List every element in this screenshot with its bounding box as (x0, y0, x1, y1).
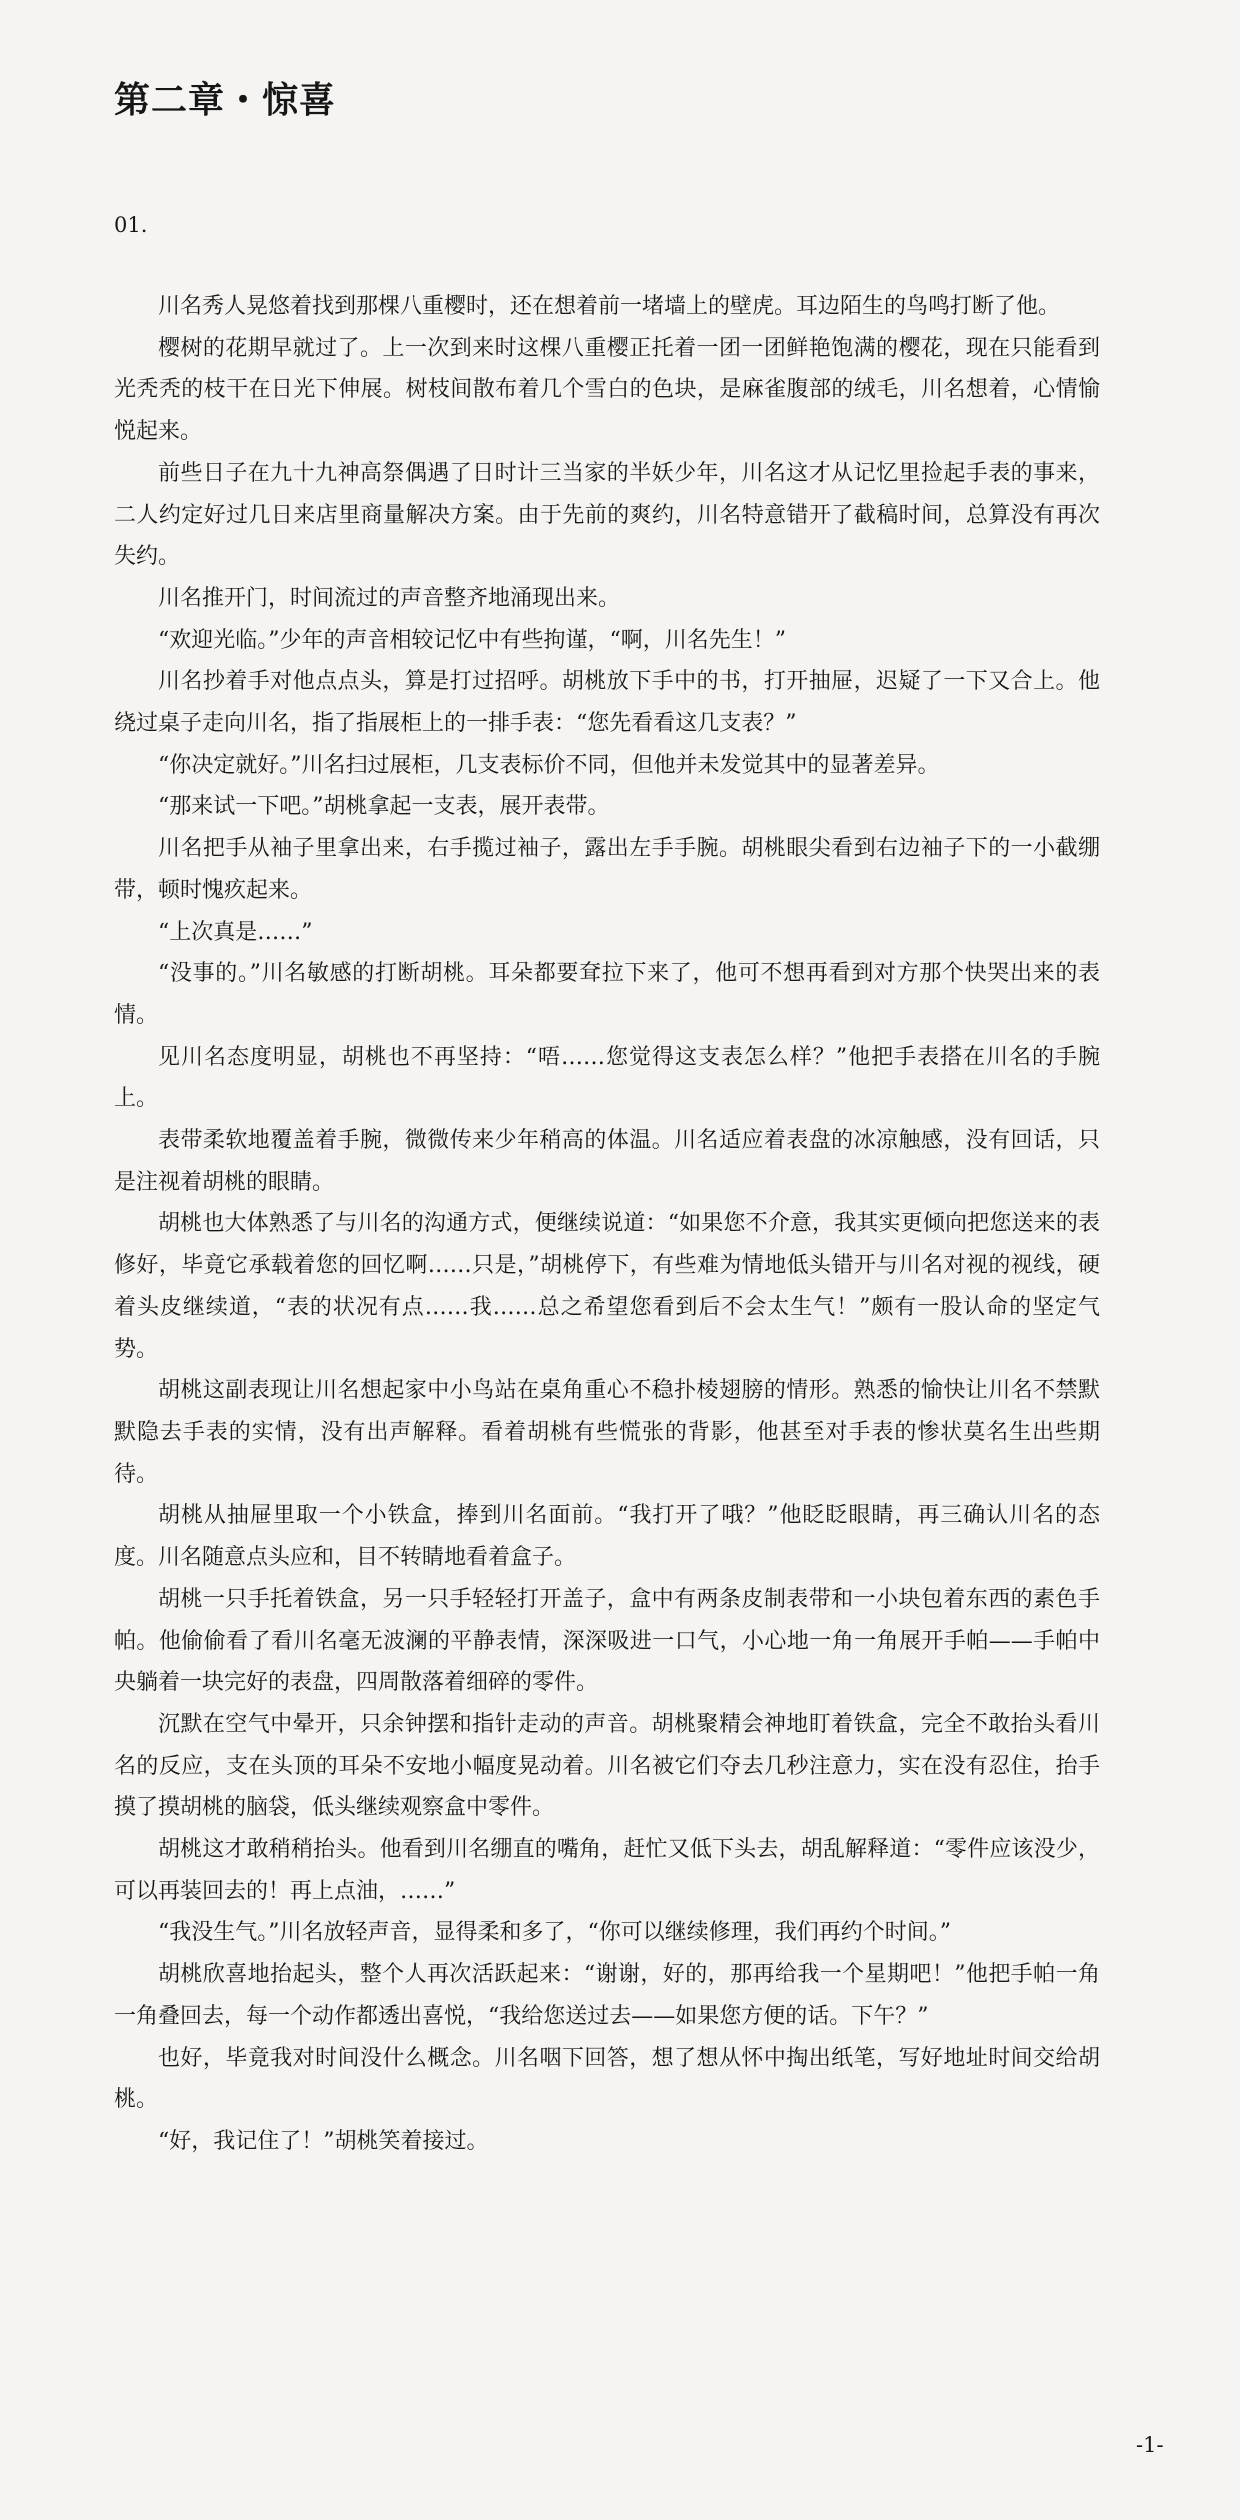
paragraph: “欢迎光临。”少年的声音相较记忆中有些拘谨，“啊，川名先生！” (158, 627, 786, 653)
paragraph: 胡桃这才敢稍稍抬头。他看到川名绷直的嘴角，赶忙又低下头去，胡乱解释道：“零件应该没少，可以再装回去的！再上点油，……” (114, 1837, 1100, 1904)
paragraph: 沉默在空气中晕开，只余钟摆和指针走动的声音。胡桃聚精会神地盯着铁盒，完全不敢抬头看川名的反应，支在头顶的耳朵不安地小幅度晃动着。川名被它们夺去几秒注意力，实在没有忍住，抬手摸了摸胡桃的脑袋，低头继续观察盒中零件。 (114, 1711, 1100, 1821)
paragraph: 胡桃欣喜地抬起头，整个人再次活跃起来：“谢谢，好的，那再给我一个星期吧！”他把手帕一角一角叠回去，每一个动作都透出喜悦，“我给您送过去——如果您方便的话。下午？” (114, 1962, 1100, 2029)
paragraph: “你决定就好。”川名扫过展柜，几支表标价不同，但他并未发觉其中的显著差异。 (158, 752, 940, 778)
paragraph: “没事的。”川名敏感的打断胡桃。耳朵都要耷拉下来了，他可不想再看到对方那个快哭出来的表情。 (114, 961, 1100, 1028)
paragraph: 也好，毕竟我对时间没什么概念。川名咽下回答，想了想从怀中掏出纸笔，写好地址时间交给胡桃。 (114, 2045, 1100, 2113)
paragraph: 表带柔软地覆盖着手腕，微微传来少年稍高的体温。川名适应着表盘的冰凉触感，没有回话，只是注视着胡桃的眼睛。 (114, 1128, 1100, 1195)
page-number: -1- (1136, 2433, 1164, 2457)
paragraph: 见川名态度明显，胡桃也不再坚持：“唔……您觉得这支表怎么样？”他把手表搭在川名的手腕上。 (114, 1044, 1100, 1112)
paragraph: 川名把手从袖子里拿出来，右手揽过袖子，露出左手手腕。胡桃眼尖看到右边袖子下的一小截绷带，顿时愧疚起来。 (114, 836, 1100, 903)
paragraph: 樱树的花期早就过了。上一次到来时这棵八重樱正托着一团一团鲜艳饱满的樱花，现在只能看到光秃秃的枝干在日光下伸展。树枝间散布着几个雪白的色块，是麻雀腹部的绒毛，川名想着，心情愉悦起来。 (114, 335, 1100, 445)
body-text (114, 286, 1100, 2163)
paragraph: “上次真是……” (158, 919, 313, 945)
paragraph: 胡桃从抽屉里取一个小铁盒，捧到川名面前。“我打开了哦？”他眨眨眼睛，再三确认川名的态度。川名随意点头应和，目不转睛地看着盒子。 (114, 1503, 1100, 1571)
paragraph: 胡桃一只手托着铁盒，另一只手轻轻打开盖子，盒中有两条皮制表带和一小块包着东西的素色手帕。他偷偷看了看川名毫无波澜的平静表情，深深吸进一口气，小心地一角一角展开手帕——手帕中央躺着一块完好的表盘，四周散落着细碎的零件。 (114, 1586, 1100, 1696)
paragraph: 胡桃这副表现让川名想起家中小鸟站在桌角重心不稳扑棱翅膀的情形。熟悉的愉快让川名不禁默默隐去手表的实情，没有出声解释。看着胡桃有些慌张的背影，他甚至对手表的惨状莫名生出些期待。 (114, 1378, 1100, 1487)
paragraph: 前些日子在九十九神高祭偶遇了日时计三当家的半妖少年，川名这才从记忆里捡起手表的事来，二人约定好过几日来店里商量解决方案。由于先前的爽约，川名特意错开了截稿时间，总算没有再次失约。 (114, 460, 1100, 570)
paragraph: “那来试一下吧。”胡桃拿起一支表，展开表带。 (158, 794, 610, 820)
chapter-title: 第二章・惊喜 (114, 79, 337, 121)
paragraph: “好，我记住了！”胡桃笑着接过。 (158, 2128, 489, 2154)
section-number: 01. (114, 213, 148, 237)
paragraph: “我没生气。”川名放轻声音，显得柔和多了，“你可以继续修理，我们再约个时间。” (158, 1920, 951, 1946)
paragraph: 川名抄着手对他点点头，算是打过招呼。胡桃放下手中的书，打开抽屉，迟疑了一下又合上。他绕过桌子走向川名，指了指展柜上的一排手表：“您先看看这几支表？” (114, 669, 1100, 737)
paragraph: 胡桃也大体熟悉了与川名的沟通方式，便继续说道：“如果您不介意，我其实更倾向把您送来的表修好，毕竟它承载着您的回忆啊……只是，”胡桃停下，有些难为情地低头错开与川名对视的视线，硬着头皮继续道，“表的状况有点……我……总之希望您看到后不会太生气！”颇有一股认命的坚定气势。 (114, 1211, 1100, 1362)
paragraph: 川名秀人晃悠着找到那棵八重樱时，还在想着前一堵墙上的壁虎。耳边陌生的鸟鸣打断了他。 (158, 294, 1061, 319)
paragraph: 川名推开门，时间流过的声音整齐地涌现出来。 (158, 585, 621, 611)
